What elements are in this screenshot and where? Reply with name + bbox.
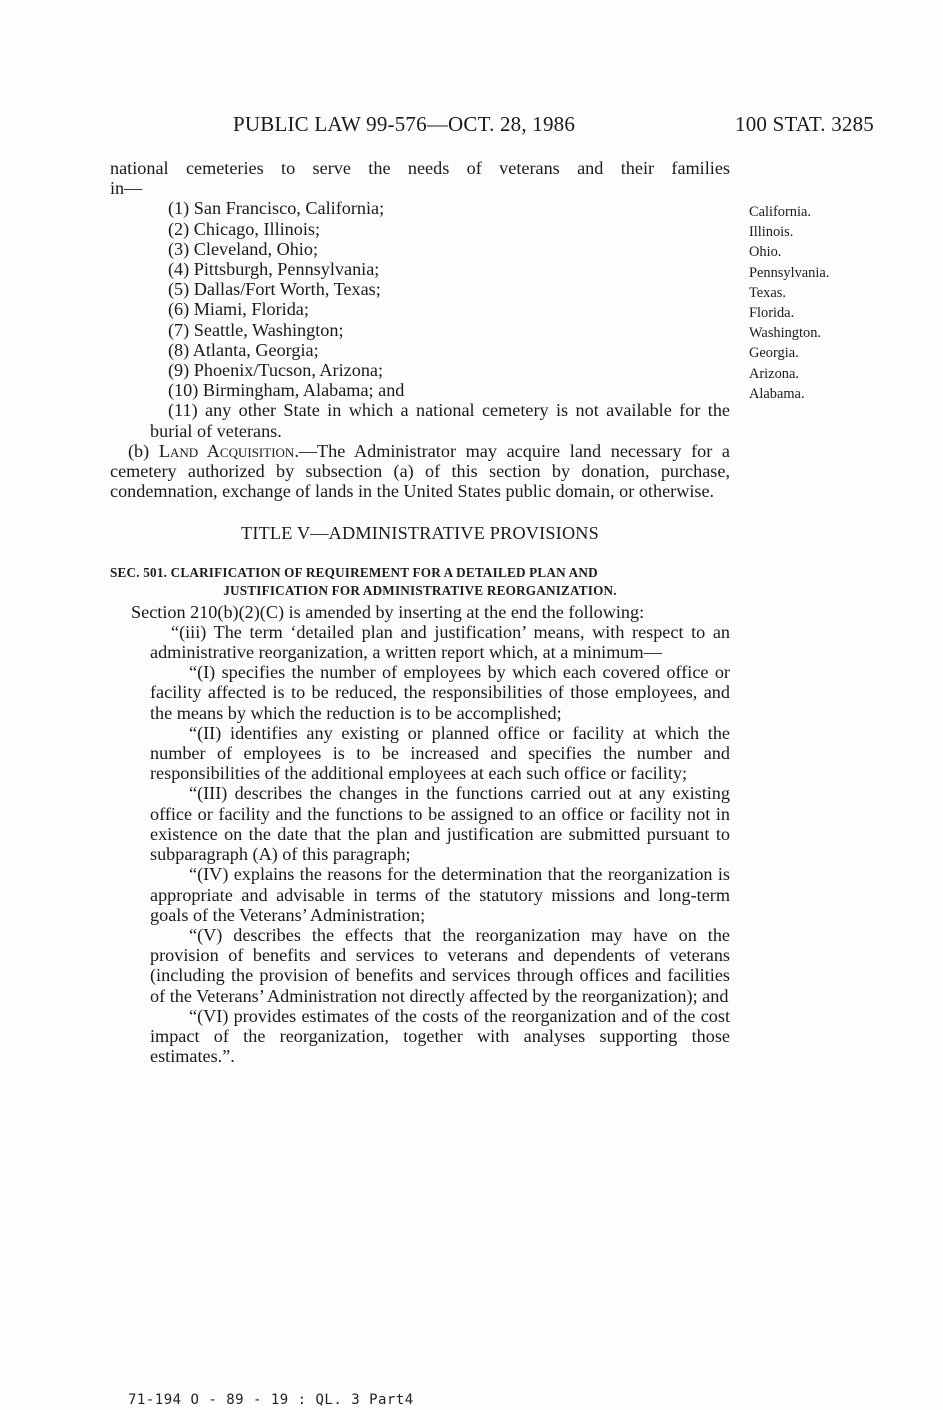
clause-item: “(V) describes the effects that the reorganization may have on the provision of benefits and services to veterans and dependents of veterans (including the provision of benefits and services through offices and facilities of the Veterans’ Administration not directly affected by the reorganization); and <box>150 924 730 1006</box>
margin-note: Alabama. <box>749 385 805 402</box>
location-list <box>110 198 730 440</box>
list-item: (10) Birmingham, Alabama; and <box>168 380 405 401</box>
list-item: (3) Cleveland, Ohio; <box>168 238 319 259</box>
margin-note: Arizona. <box>749 365 799 382</box>
list-item: (11) any other State in which a national cemetery is not available for the burial of veterans. <box>150 400 730 441</box>
margin-note: California. <box>749 204 811 220</box>
margin-notes <box>749 202 869 404</box>
list-item: (5) Dallas/Fort Worth, Texas; <box>168 279 381 300</box>
list-item: (7) Seattle, Washington; <box>168 319 344 340</box>
list-item: (2) Chicago, Illinois; <box>168 218 321 239</box>
clause-list <box>110 662 730 1066</box>
intro-line-2: in— <box>110 178 143 199</box>
clause-item: “(III) describes the changes in the functions carried out at any existing office or facility and the functions to be assigned to an office or facility not in existence on the date that the plan and justification are submitted pursuant to subparagraph (A) of this paragraph; <box>150 783 730 865</box>
margin-note: Illinois. <box>749 224 794 241</box>
list-item: (8) Atlanta, Georgia; <box>168 339 319 360</box>
definition-block <box>110 622 730 662</box>
section-heading <box>110 564 730 600</box>
margin-note: Ohio. <box>749 244 782 261</box>
clause-item: “(VI) provides estimates of the costs of the reorganization and of the cost impact of the reorganization, together with analyses supporting those estimates.”. <box>150 1005 730 1067</box>
definition-text: “(iii) The term ‘detailed plan and justification’ means, with respect to an administrative reorganization, a written report which, at a minimum— <box>150 621 730 663</box>
list-item: (9) Phoenix/Tucson, Arizona; <box>168 360 384 381</box>
land-acquisition-label: Land Acquisition <box>158 440 295 461</box>
title-heading: TITLE V—ADMINISTRATIVE PROVISIONS <box>241 523 599 544</box>
section-intro: Section 210(b)(2)(C) is amended by inserting at the end the following: <box>131 601 645 622</box>
stat-citation: 100 STAT. 3285 <box>735 112 874 136</box>
margin-note: Georgia. <box>749 345 799 362</box>
clause-item: “(I) specifies the number of employees by which each covered office or facility affected is to be reduced, the responsibilities of those employees, and the means by which the reduction is to be accomplished; <box>150 662 730 723</box>
land-acquisition-paragraph <box>110 441 730 502</box>
list-item: (6) Miami, Florida; <box>168 299 309 320</box>
margin-note: Washington. <box>749 325 821 342</box>
margin-note: Pennsylvania. <box>749 264 830 281</box>
clause-item: “(II) identifies any existing or planned office or facility at which the number of employees is to be increased and specifies the number and responsibilities of the additional employees at each such office or facility; <box>150 722 730 784</box>
print-footer: 71-194 O - 89 - 19 : QL. 3 Part4 <box>128 1392 414 1408</box>
document-body <box>110 158 730 1066</box>
margin-note: Texas. <box>749 284 786 301</box>
list-item: (1) San Francisco, California; <box>168 198 385 219</box>
page-header <box>110 112 880 142</box>
section-heading-line-1: SEC. 501. CLARIFICATION OF REQUIREMENT FOR A DETAILED PLAN AND <box>110 564 598 580</box>
section-heading-line-2: JUSTIFICATION FOR ADMINISTRATIVE REORGANIZATION. <box>223 582 617 598</box>
land-acquisition-prefix: (b) <box>128 440 150 461</box>
margin-note: Florida. <box>749 305 795 322</box>
law-citation: PUBLIC LAW 99-576—OCT. 28, 1986 <box>233 112 576 136</box>
list-item: (4) Pittsburgh, Pennsylvania; <box>168 259 380 280</box>
intro-line-1: national cemeteries to serve the needs of veterans and their families <box>110 158 730 178</box>
clause-item: “(IV) explains the reasons for the determination that the reorganization is appropriate and advisable in terms of the statutory missions and long-term goals of the Veterans’ Administration; <box>150 864 730 925</box>
land-acquisition-text: .—The Administrator may acquire land necessary for a cemetery authorized by subsection (a) of this section by donation, purchase, condemnation, exchange of lands in the United States public domain, or otherwise. <box>110 440 730 502</box>
